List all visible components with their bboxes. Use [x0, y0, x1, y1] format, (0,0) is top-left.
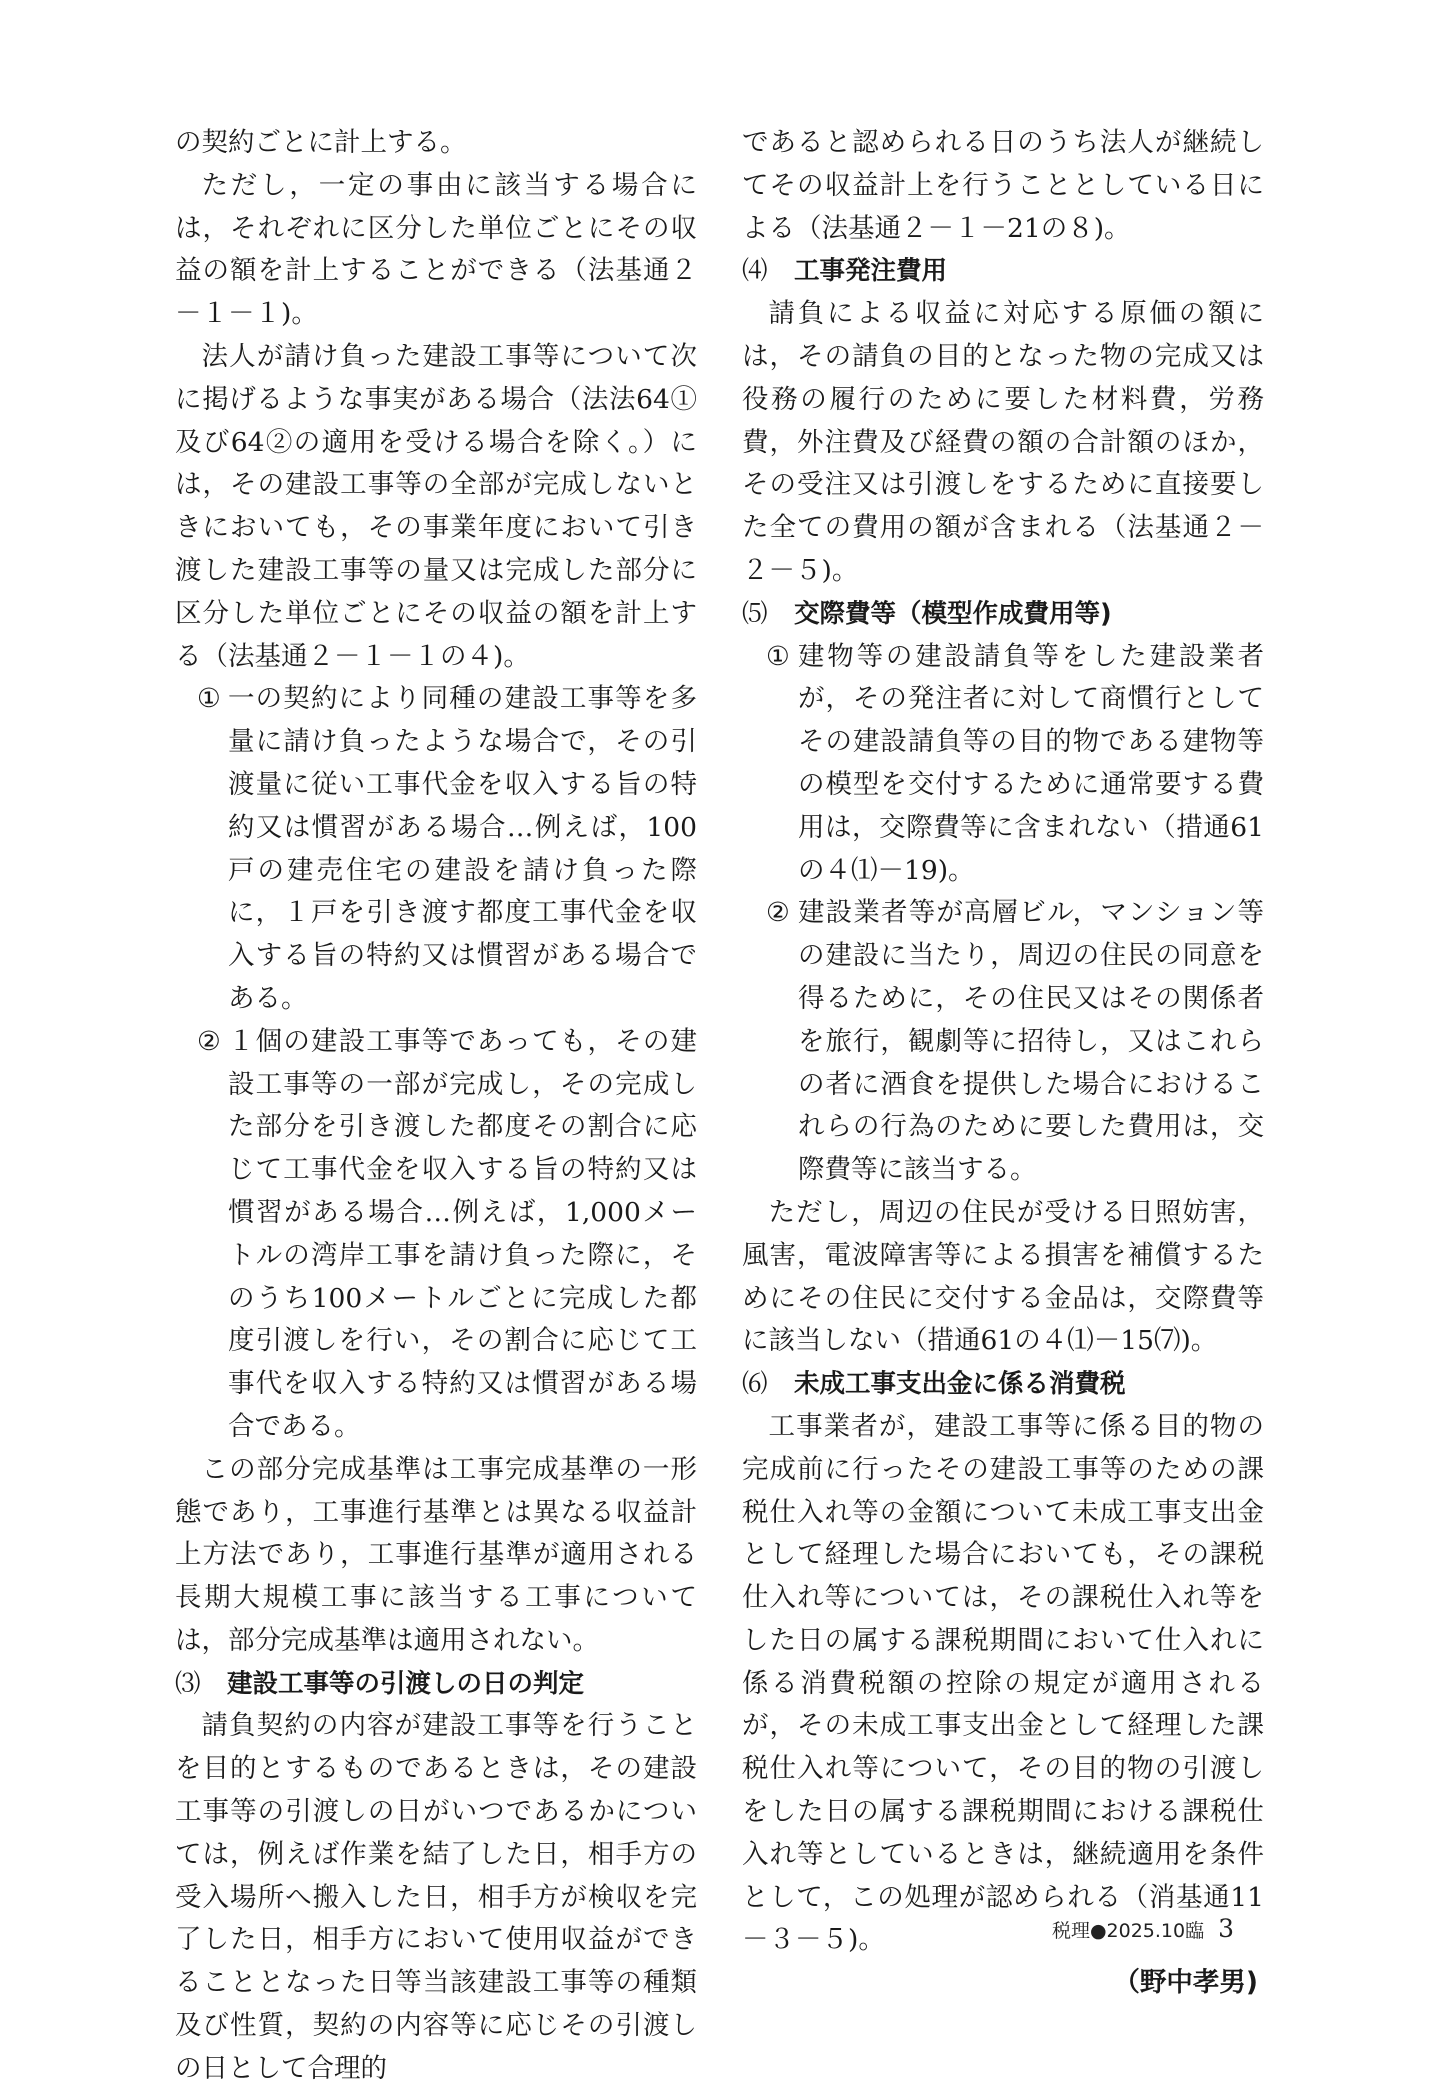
- section-heading: [742, 250, 1264, 293]
- list-number: ①: [766, 640, 790, 672]
- section-number: ⑹: [742, 1369, 768, 1400]
- author-name: （野中孝男): [1113, 1967, 1258, 1999]
- paragraph: 請負契約の内容が建設工事等を行うことを目的とするものであるときは，その建設工事等の引渡しの日がいつであるかについては，例えば作業を結了した日，相手方の受入場所へ搬入した日，相手方が検収を完了した日，相手方において使用収益ができることとなった日等当該建設工事等の種類及び性質，契約の内容等に応じその引渡しの日として合理的: [175, 1710, 697, 2084]
- section-title: 未成工事支出金に係る消費税: [794, 1369, 1126, 1400]
- section-number: ⑶: [175, 1668, 201, 1699]
- list-number: ①: [197, 683, 221, 715]
- page-number: 3: [1218, 1914, 1234, 1943]
- list-item: [742, 636, 1264, 893]
- list-number: ②: [766, 897, 790, 929]
- section-heading: [742, 1363, 1264, 1406]
- list-item: [742, 892, 1264, 1192]
- list-item: [175, 678, 697, 1020]
- section-title: 交際費等（模型作成費用等): [794, 598, 1112, 629]
- list-text: 建設業者等が高層ビル，マンション等の建設に当たり，周辺の住民の同意を得るために，その住民又はその関係者を旅行，観劇等に招待し，又はこれらの者に酒食を提供した場合におけるこれらの行為のために要した費用は，交際費等に該当する。: [798, 897, 1264, 1186]
- page-footer: [1052, 1914, 1234, 1943]
- section-heading: [742, 593, 1264, 636]
- paragraph: 工事業者が，建設工事等に係る目的物の完成前に行ったその建設工事等のための課税仕入れ等の金額について未成工事支出金として経理した場合においても，その課税仕入れ等については，その課税仕入れ等をした日の属する課税期間において仕入れに係る消費税額の控除の規定が適用されるが，その未成工事支出金として経理した課税仕入れ等について，その目的物の引渡しをした日の属する課税期間における課税仕入れ等としているときは，継続適用を条件として，この処理が認められる（消基通11－３－５)。: [742, 1410, 1264, 1956]
- right-column: [742, 122, 1264, 2005]
- section-number: ⑷: [742, 256, 768, 287]
- section-title: 工事発注費用: [794, 256, 948, 287]
- paragraph: 請負による収益に対応する原価の額には，その請負の目的となった物の完成又は役務の履行のために要した材料費，労務費，外注費及び経費の額の合計額のほか，その受注又は引渡しをするために直接要した全ての費用の額が含まれる（法基通２－２－５)。: [742, 298, 1264, 586]
- list-number: ②: [197, 1025, 221, 1057]
- paragraph: この部分完成基準は工事完成基準の一形態であり，工事進行基準とは異なる収益計上方法であり，工事進行基準が適用される長期大規模工事に該当する工事については，部分完成基準は適用されない。: [175, 1453, 697, 1656]
- section-title: 建設工事等の引渡しの日の判定: [227, 1668, 585, 1699]
- paragraph: 法人が請け負った建設工事等について次に掲げるような事実がある場合（法法64①及び64②の適用を受ける場合を除く。）には，その建設工事等の全部が完成しないときにおいても，その事業年度において引き渡した建設工事等の量又は完成した部分に区分した単位ごとにその収益の額を計上する（法基通２－１－１の４)。: [175, 340, 697, 672]
- paragraph: であると認められる日のうち法人が継続してその収益計上を行うこととしている日による（法基通２－１－21の８)。: [742, 127, 1264, 244]
- left-column: [175, 122, 697, 2091]
- section-number: ⑸: [742, 598, 768, 629]
- paragraph: ただし，一定の事由に該当する場合には，それぞれに区分した単位ごとにその収益の額を計上することができる（法基通２－１－１)。: [175, 169, 697, 330]
- paragraph: ただし，周辺の住民が受ける日照妨害，風害，電波障害等による損害を補償するためにその住民に交付する金品は，交際費等に該当しない（措通61の４⑴－15⑺)。: [742, 1196, 1264, 1357]
- list-text: 一の契約により同種の建設工事等を多量に請け負ったような場合で，その引渡量に従い工事代金を収入する旨の特約又は慣習がある場合…例えば，100戸の建売住宅の建設を請け負った際に，１戸を引き渡す都度工事代金を収入する旨の特約又は慣習がある場合である。: [228, 683, 697, 1014]
- list-text: 建物等の建設請負等をした建設業者が，その発注者に対して商慣行としてその建設請負等の目的物である建物等の模型を交付するために通常要する費用は，交際費等に含まれない（措通61の４⑴－19)。: [798, 640, 1264, 886]
- list-item: [175, 1021, 697, 1449]
- section-heading: [175, 1663, 697, 1706]
- paragraph: の契約ごとに計上する。: [175, 127, 467, 158]
- list-text: １個の建設工事等であっても，その建設工事等の一部が完成し，その完成した部分を引き渡した都度その割合に応じて工事代金を収入する旨の特約又は慣習がある場合…例えば，1,000メートルの湾岸工事を請け負った際に，そのうち100メートルごとに完成した都度引渡しを行い，その割合に応じて工事代を収入する特約又は慣習がある場合である。: [228, 1025, 697, 1442]
- journal-name: 税理●2025.10臨: [1051, 1920, 1205, 1942]
